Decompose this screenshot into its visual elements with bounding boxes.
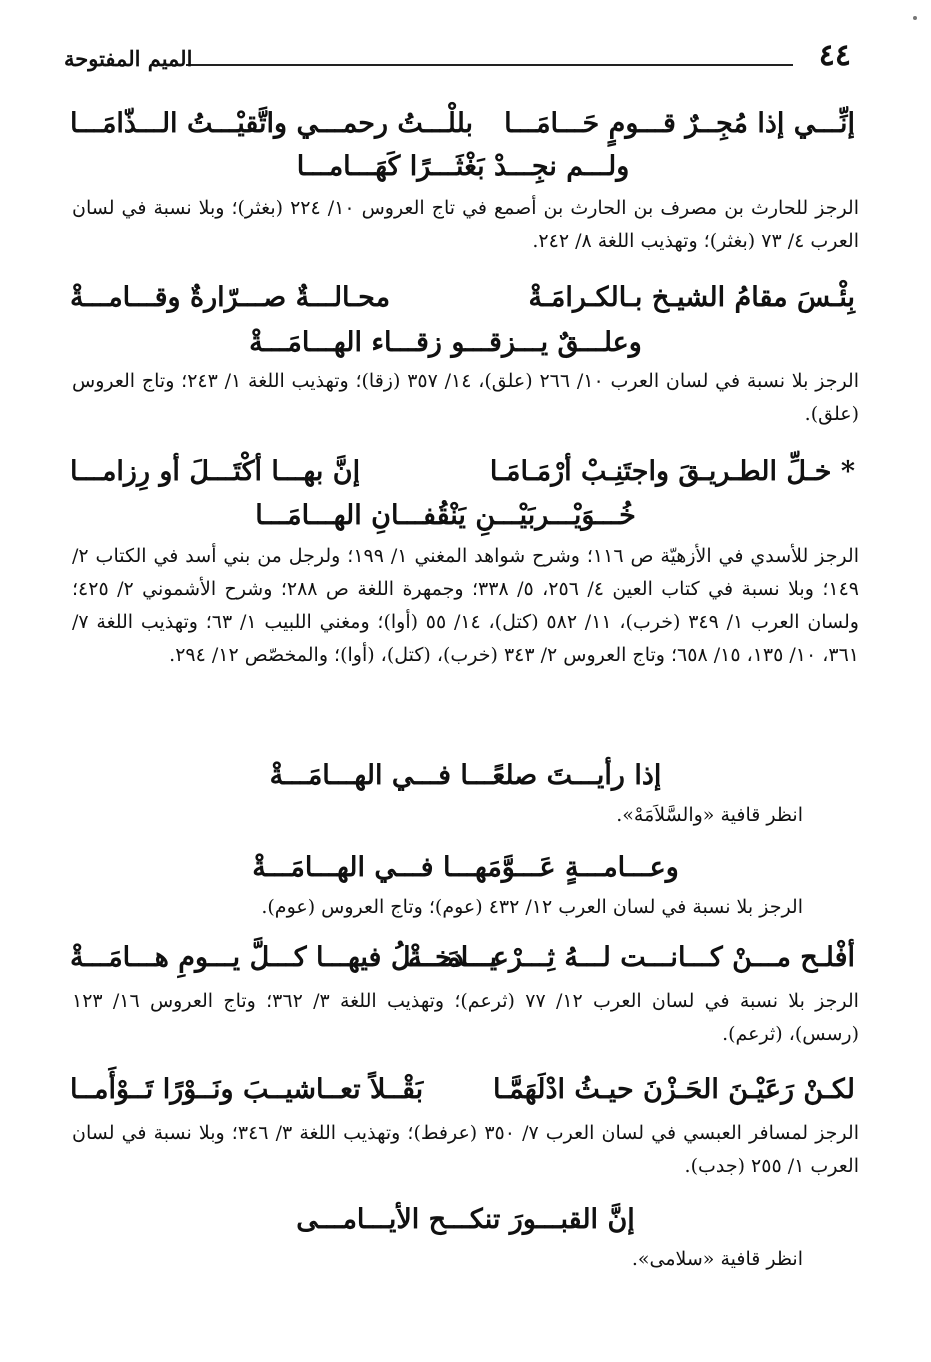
- header-rule: [186, 64, 793, 66]
- verse-line: [70, 1070, 855, 1110]
- verse-hemistich-right: أفْلـح مـــنْ كـــانـــت لـــهُ ثِـــرْعـــامَـــةْ: [408, 942, 855, 973]
- footnote: الرجز بلا نسبة في لسان العرب ١٢/ ٧٧ (ثرعم)؛ وتهذيب اللغة ٣/ ٣٦٢؛ وتاج العروس ١٦/ ١٢٣ (رسس)، (ثرعم).: [72, 990, 859, 1045]
- verse-hemistich-left: إنَّ بهـــا أكْتَـــلَ أو رِزامـــا: [70, 456, 361, 487]
- footnote: الرجز بلا نسبة في لسان العرب ١٠/ ٢٦٦ (علق)، ١٤/ ٣٥٧ (زقا)؛ وتهذيب اللغة ١/ ٢٤٣؛ وتاج العروس (علق).: [72, 370, 859, 425]
- verse-line: خُـــوَيْـــربَيْـــنِ يَنْقُفـــانِ الهـــامَـــا: [255, 500, 636, 531]
- footnote: الرجز لمسافر العبسي في لسان العرب ٧/ ٣٥٠ (عرفط)؛ وتهذيب اللغة ٣/ ٣٤٦؛ وبلا نسبة في لسان العرب ١/ ٢٥٥ (جدب).: [72, 1122, 859, 1177]
- verse-line: ولـــم نجِـــدْ بَغْثَـــرًا كَهَـــامـــا: [296, 151, 630, 182]
- verse-line: وعلـــقٌ يـــزقـــو زقـــاء الهـــامَـــةْ: [249, 327, 642, 358]
- footnote: انظر قافية «سلامى».: [631, 1248, 803, 1270]
- footnote: الرجز للأسدي في الأزهيّة ص ١١٦؛ وشرح شواهد المغني ١/ ١٩٩؛ ولرجل من بني أسد في الكتاب ٢/ ١٤٩؛ وبلا نسبة في كتاب العين ٤/ ٢٥٦، ٥/ ٣٣٨؛ وجمهرة اللغة ص ٢٨٨؛ وشرح الأشموني ٢/ ٤٢٥؛ ولسان العرب ١/ ٣٤٩ (خرب)، ١١/ ٥٨٢ (كتل)، ١٤/ ٥٥ (أوا)؛ ومغني اللبيب ١/ ٦٣؛ وتهذيب اللغة ٧/ ٣٦١، ١٠/ ١٣٥، ١٥/ ٦٥٨؛ وتاج العروس ٢/ ٣٤٣ (خرب)، (كتل)، (أوا)؛ والمخصّص ١٢/ ٢٩٤.: [72, 545, 859, 666]
- page-header: [64, 38, 851, 78]
- footnote: الرجز بلا نسبة في لسان العرب ١٢/ ٤٣٢ (عوم)؛ وتاج العروس (عوم).: [261, 896, 803, 918]
- scan-speck: [913, 16, 917, 20]
- footnote: انظر قافية «والسَّلاَمَهْ».: [616, 804, 803, 826]
- running-title: الميم المفتوحة: [64, 46, 193, 71]
- verse-line: [70, 104, 855, 144]
- page-number: ٤٤: [818, 38, 851, 73]
- verse-hemistich-right: * خـلِّ الطـريـقَ واجتَنِـبْ أرْمَـامَـا: [489, 456, 855, 487]
- verse-line: إذا رأيـــتَ صلعًـــا فـــي الهـــامَـــةْ: [269, 760, 662, 791]
- verse-hemistich-left: بَقْــلاً تعــاشيــبَ ونَــوْرًا تَــوْأَمــا: [70, 1074, 424, 1105]
- verse-line: [70, 938, 855, 978]
- verse-hemistich-left: محـالـــةٌ صـــرّارةٌ وقـــامـــةْ: [70, 282, 391, 313]
- verse-hemistich-right: إنِّـــي إذا مُجِــرٌ قـــومٍ حَـــامَـــا: [504, 108, 855, 139]
- verse-line: [70, 278, 855, 318]
- verse-hemistich-right: بِئْـسَ مقامُ الشيـخ بـالكـرامَـةْ: [528, 282, 855, 313]
- footnote: الرجز للحارث بن مصرف بن الحارث بن أصمع في تاج العروس ١٠/ ٢٢٤ (بغثر)؛ وبلا نسبة في لسان العرب ٤/ ٧٣ (بغثر)؛ وتهذيب اللغة ٨/ ٢٤٢.: [72, 197, 859, 252]
- verse-hemistich-left: بللْـــتُ رحمـــي واتَّقيْـــتُ الـــذّامَـــا: [70, 108, 474, 139]
- verse-line: إنَّ القبـــورَ تنكـــح الأيـــامـــى: [296, 1204, 635, 1235]
- verse-line: [70, 452, 855, 492]
- verse-line: وعـــامـــةٍ عَـــوَّمَهـــا فـــي الهـــامَـــةْ: [252, 852, 679, 883]
- verse-hemistich-right: لكـنْ رَعَيْـنَ الحَـزْنَ حيـثُ ادْلَهَمَّـا: [493, 1074, 855, 1105]
- verse-hemistich-left: يـــدخـــلُ فيهـــا كـــلَّ يـــومِ هـــامَـــةْ: [70, 942, 498, 973]
